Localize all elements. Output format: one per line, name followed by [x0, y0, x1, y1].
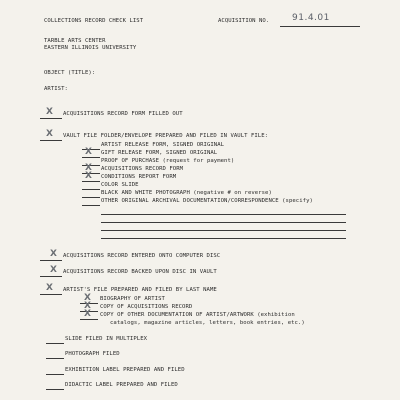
item-computer-disc: ACQUISITIONS RECORD ENTERED ONTO COMPUTER DISC — [63, 253, 221, 259]
vault-sub-item: BLACK AND WHITE PHOTOGRAPH (negative # on reverse) — [101, 190, 272, 196]
checkmark-icon: X — [85, 163, 92, 173]
artist-sub-item: BIOGRAPHY OF ARTIST — [100, 296, 165, 302]
acquisition-label: ACQUISITION NO. — [218, 18, 270, 24]
checkbox-line[interactable] — [82, 197, 100, 198]
checkbox-line[interactable] — [40, 140, 62, 141]
vault-sub-item: OTHER ORIGINAL ARCHIVAL DOCUMENTATION/CORRESPONDENCE (specify) — [101, 198, 313, 204]
checkmark-icon: X — [85, 147, 92, 157]
acquisition-underline — [280, 26, 360, 27]
checkbox-line[interactable] — [40, 260, 62, 261]
checkbox-line[interactable] — [82, 189, 100, 190]
artist-sub-item: COPY OF ACQUISITIONS RECORD — [100, 304, 193, 310]
checkmark-icon: X — [46, 107, 53, 117]
vault-sub-item: ACQUISITIONS RECORD FORM — [101, 166, 184, 172]
checkbox-line[interactable] — [46, 374, 64, 375]
acquisition-number: 91.4.01 — [292, 13, 330, 23]
vault-sub-item: GIFT RELEASE FORM, SIGNED ORIGINAL — [101, 150, 218, 156]
checkbox-line[interactable] — [82, 205, 100, 206]
checkmark-icon: X — [84, 309, 91, 319]
vault-sub-item: ARTIST RELEASE FORM, SIGNED ORIGINAL — [101, 142, 225, 148]
checkmark-icon: X — [84, 293, 91, 303]
checkbox-line[interactable] — [82, 157, 100, 158]
checkmark-icon: X — [50, 265, 57, 275]
specify-line[interactable] — [101, 222, 346, 223]
checkbox-line[interactable] — [46, 358, 64, 359]
checkmark-icon: X — [85, 171, 92, 181]
vault-sub-item: COLOR SLIDE — [101, 182, 139, 188]
checkbox-line[interactable] — [40, 118, 62, 119]
item-artist-file: ARTIST'S FILE PREPARED AND FILED BY LAST NAME — [63, 287, 217, 293]
item-vault-file: VAULT FILE FOLDER/ENVELOPE PREPARED AND FILED IN VAULT FILE: — [63, 133, 269, 139]
checkbox-line[interactable] — [46, 389, 64, 390]
checkmark-icon: X — [50, 249, 57, 259]
checkbox-line[interactable] — [40, 294, 62, 295]
form-title: COLLECTIONS RECORD CHECK LIST — [44, 18, 144, 24]
checkmark-icon: X — [46, 283, 53, 293]
checkmark-icon: X — [46, 129, 53, 139]
checkbox-line[interactable] — [80, 319, 98, 320]
artist-sub-item: COPY OF OTHER DOCUMENTATION OF ARTIST/ARTWORK (exhibition — [100, 312, 295, 318]
item-acq-form: ACQUISITIONS RECORD FORM FILLED OUT — [63, 111, 183, 117]
item-didactic-label: DIDACTIC LABEL PREPARED AND FILED — [65, 382, 178, 388]
specify-line[interactable] — [101, 230, 346, 231]
checkbox-line[interactable] — [46, 343, 64, 344]
vault-sub-item: PROOF OF PURCHASE (request for payment) — [101, 158, 235, 164]
checkbox-line[interactable] — [40, 276, 62, 277]
org-university: EASTERN ILLINOIS UNIVERSITY — [44, 45, 137, 51]
item-photo: PHOTOGRAPH FILED — [65, 351, 120, 357]
artist-sub-item-continued: catalogs, magazine articles, letters, book entries, etc.) — [110, 320, 305, 326]
item-slide: SLIDE FILED IN MULTIPLEX — [65, 336, 148, 342]
specify-line[interactable] — [101, 238, 346, 239]
org-name: TARBLE ARTS CENTER — [44, 38, 106, 44]
specify-line[interactable] — [101, 214, 346, 215]
checkmark-icon: X — [84, 301, 91, 311]
vault-sub-item: CONDITIONS REPORT FORM — [101, 174, 177, 180]
item-backed-up: ACQUISITIONS RECORD BACKED UPON DISC IN VAULT — [63, 269, 217, 275]
item-exhibition-label: EXHIBITION LABEL PREPARED AND FILED — [65, 367, 185, 373]
checkbox-line[interactable] — [82, 181, 100, 182]
artist-label: ARTIST: — [44, 86, 68, 92]
object-title-label: OBJECT (TITLE): — [44, 70, 96, 76]
